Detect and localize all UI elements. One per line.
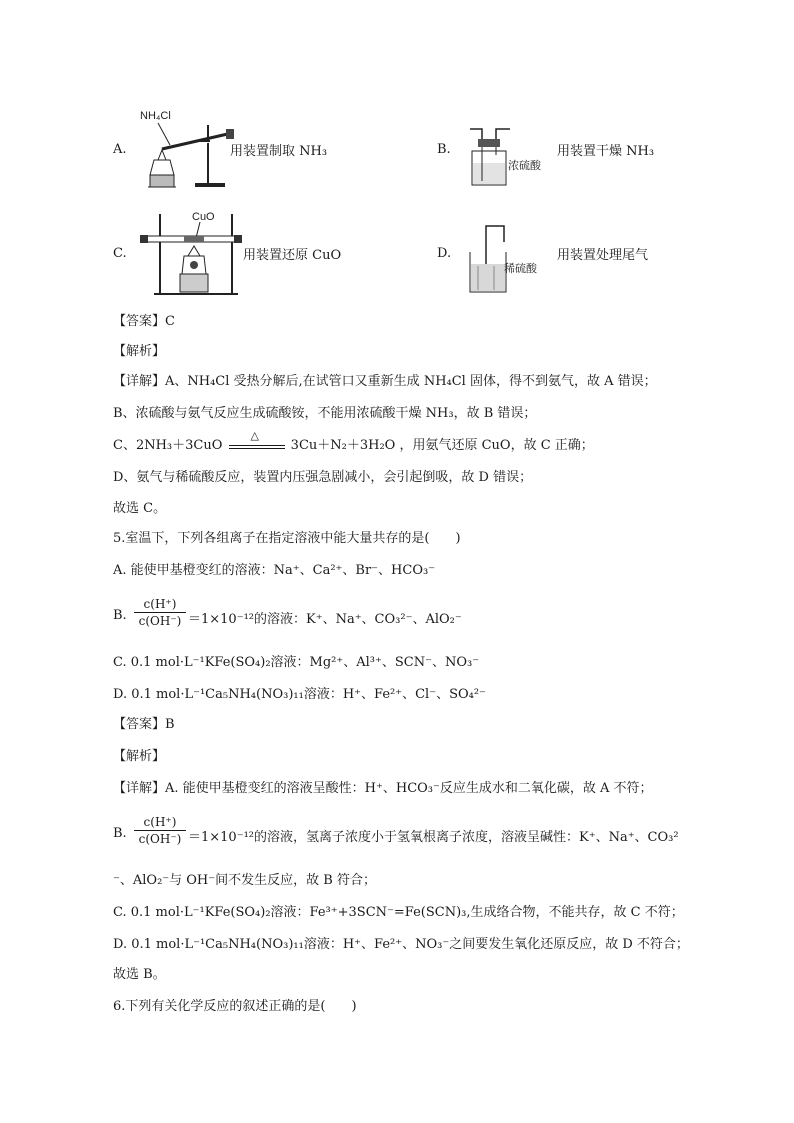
q5-option-b-fraction <box>134 597 186 628</box>
detail-q5-fraction <box>134 815 186 846</box>
detail-q5-line-4: D. 0.1 mol·L⁻¹Ca₅NH₄(NO₃)₁₁溶液：H⁺、Fe²⁺、NO₃⁻之间要发生氧化还原反应，故 D 不符合； <box>113 937 689 952</box>
q6-stem: 6.下列有关化学反应的叙述正确的是( ) <box>113 999 357 1014</box>
detail-q4-line-3 <box>113 429 594 455</box>
answer-q4: 【答案】C <box>113 314 175 329</box>
detail-q5-line-3: C. 0.1 mol·L⁻¹KFe(SO₄)₂溶液：Fe³⁺+3SCN⁻=Fe(SCN)₃,生成络合物，不能共存，故 C 不符； <box>113 905 684 920</box>
apparatus-a-label: NH₄Cl <box>140 110 171 122</box>
heat-symbol: △ <box>250 429 259 442</box>
q5-option-b-text: ＝1×10⁻¹²的溶液：K⁺、Na⁺、CO₃²⁻、AlO₂⁻ <box>188 612 462 627</box>
apparatus-b-label: 浓硫酸 <box>508 160 541 172</box>
apparatus-d-figure <box>466 222 556 294</box>
detail-q5-line-1: 【详解】A. 能使甲基橙变红的溶液呈酸性：H⁺、HCO₃⁻反应生成水和二氧化碳，故 A 不符； <box>113 781 653 796</box>
detail-q4-line-2: B、浓硫酸与氨气反应生成硫酸铵，不能用浓硫酸干燥 NH₃，故 B 错误； <box>113 406 537 421</box>
q5-option-c: C. 0.1 mol·L⁻¹KFe(SO₄)₂溶液：Mg²⁺、Al³⁺、SCN⁻、NO₃⁻ <box>113 655 480 670</box>
detail-q5-line-2b: ⁻、AlO₂⁻与 OH⁻间不发生反应，故 B 符合； <box>113 873 376 888</box>
detail-q5-line-5: 故选 B。 <box>113 967 166 982</box>
option-c-text: 用装置还原 CuO <box>243 248 342 263</box>
apparatus-c-figure <box>140 208 240 298</box>
option-d-text: 用装置处理尾气 <box>557 248 649 263</box>
fraction-numerator: c(H⁺) <box>143 815 177 829</box>
reaction-condition <box>229 429 285 455</box>
fraction-numerator: c(H⁺) <box>143 597 177 611</box>
detail-q5-b-label: B. <box>113 826 127 841</box>
equation-left: C、2NH₃＋3CuO <box>113 438 223 453</box>
apparatus-c-label: CuO <box>192 211 215 223</box>
option-b-label: B. <box>437 142 451 157</box>
detail-q4-line-1: 【详解】A、NH₄Cl 受热分解后,在试管口又重新生成 NH₄Cl 固体，得不到氨气，故 A 错误； <box>113 374 657 389</box>
equation-right: 3Cu＋N₂＋3H₂O ，用氨气还原 CuO，故 C 正确； <box>290 438 594 453</box>
q5-option-d: D. 0.1 mol·L⁻¹Ca₅NH₄(NO₃)₁₁溶液：H⁺、Fe²⁺、Cl⁻、SO₄²⁻ <box>113 687 486 702</box>
analysis-q4-heading: 【解析】 <box>113 344 166 359</box>
option-b-text: 用装置干燥 NH₃ <box>557 144 655 159</box>
q5-stem: 5.室温下，下列各组离子在指定溶液中能大量共存的是( ) <box>113 531 461 546</box>
apparatus-a-figure <box>140 105 240 195</box>
apparatus-d-label: 稀硫酸 <box>504 263 537 275</box>
apparatus-b-figure <box>466 125 556 190</box>
option-a-label: A. <box>113 142 127 157</box>
option-d-label: D. <box>437 246 452 261</box>
fraction-denominator: c(OH⁻) <box>138 614 182 628</box>
option-c-label: C. <box>113 246 127 261</box>
detail-q5-b-text: ＝1×10⁻¹²的溶液，氢离子浓度小于氢氧根离子浓度，溶液呈碱性：K⁺、Na⁺、CO₃² <box>188 830 679 845</box>
analysis-q5-heading: 【解析】 <box>113 749 166 764</box>
option-a-text: 用装置制取 NH₃ <box>230 144 328 159</box>
q5-option-b-label: B. <box>113 608 127 623</box>
fraction-denominator: c(OH⁻) <box>138 832 182 846</box>
q5-option-a: A. 能使甲基橙变红的溶液：Na⁺、Ca²⁺、Br⁻、HCO₃⁻ <box>113 563 436 578</box>
detail-q4-line-5: 故选 C。 <box>113 501 167 516</box>
answer-q5: 【答案】B <box>113 717 175 732</box>
detail-q4-line-4: D、氨气与稀硫酸反应，装置内压强急剧减小，会引起倒吸，故 D 错误； <box>113 470 533 485</box>
